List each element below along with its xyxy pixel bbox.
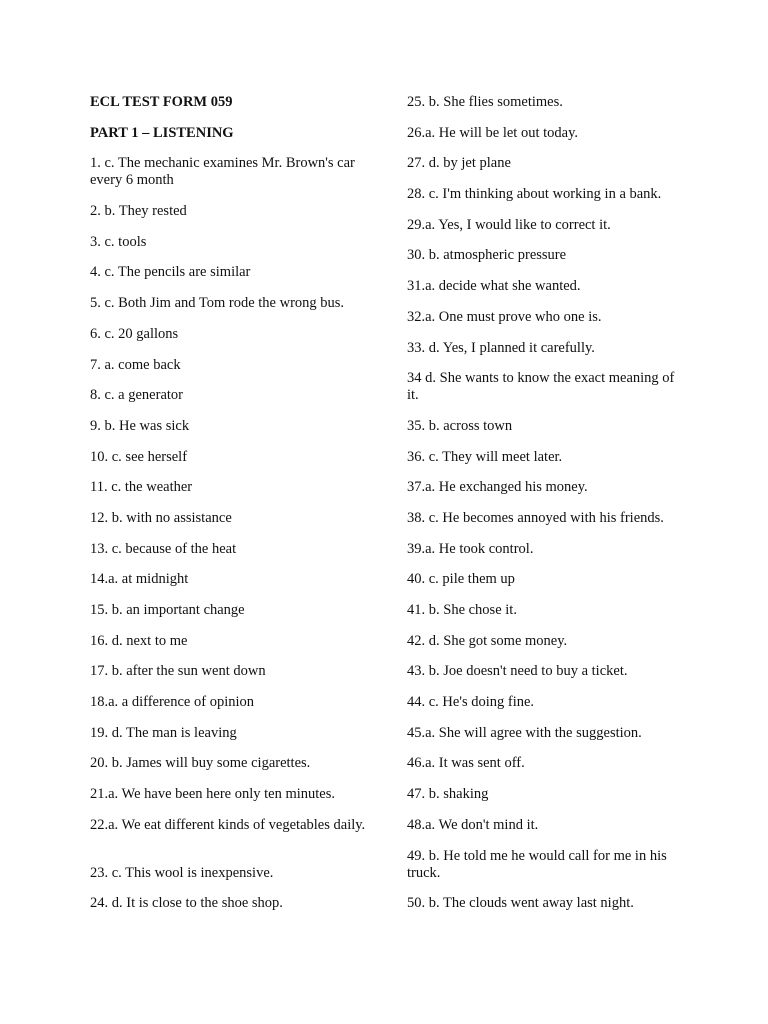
answer-item: 34 d. She wants to know the exact meaning of it. xyxy=(407,370,675,404)
answer-item: 39.a. He took control. xyxy=(407,540,534,557)
answer-item: 4. c. The pencils are similar xyxy=(90,264,251,281)
answer-item: 45.a. She will agree with the suggestion. xyxy=(407,724,642,741)
answer-item: 46.a. It was sent off. xyxy=(407,755,525,772)
answer-item: 20. b. James will buy some cigarettes. xyxy=(90,755,311,772)
answer-item: 18.a. a difference of opinion xyxy=(90,694,255,711)
answer-item: 12. b. with no assistance xyxy=(90,509,232,526)
answer-item: 38. c. He becomes annoyed with his friends. xyxy=(407,509,664,526)
answer-item: 40. c. pile them up xyxy=(407,571,515,588)
left-column xyxy=(90,94,370,926)
answer-item: 28. c. I'm thinking about working in a bank. xyxy=(407,186,662,203)
answer-item: 33. d. Yes, I planned it carefully. xyxy=(407,339,595,356)
answer-item: 13. c. because of the heat xyxy=(90,540,237,557)
answer-item: 47. b. shaking xyxy=(407,786,489,803)
answer-item: 25. b. She flies sometimes. xyxy=(407,94,563,110)
answer-item: 17. b. after the sun went down xyxy=(90,663,266,680)
part-heading: PART 1 – LISTENING xyxy=(90,124,234,141)
answer-item: 14.a. at midnight xyxy=(90,571,189,588)
document-title: ECL TEST FORM 059 xyxy=(90,94,233,110)
answer-item: 49. b. He told me he would call for me in his truck. xyxy=(407,847,667,881)
answer-item: 16. d. next to me xyxy=(90,632,188,649)
answer-item: 32.a. One must prove who one is. xyxy=(407,308,602,325)
answer-item: 37.a. He exchanged his money. xyxy=(407,479,588,496)
answer-item: 31.a. decide what she wanted. xyxy=(407,278,581,295)
answer-item: 7. a. come back xyxy=(90,356,181,373)
answer-item: 23. c. This wool is inexpensive. xyxy=(90,864,274,881)
answer-item: 3. c. tools xyxy=(90,233,147,250)
answer-item: 21.a. We have been here only ten minutes. xyxy=(90,786,335,803)
answer-item: 2. b. They rested xyxy=(90,203,187,220)
right-column xyxy=(407,94,687,926)
answer-item: 22.a. We eat different kinds of vegetables daily. xyxy=(90,816,366,833)
answer-item: 27. d. by jet plane xyxy=(407,155,511,172)
answer-item: 29.a. Yes, I would like to correct it. xyxy=(407,216,611,233)
answer-item: 36. c. They will meet later. xyxy=(407,448,563,465)
answer-item: 24. d. It is close to the shoe shop. xyxy=(90,895,283,912)
answer-item: 11. c. the weather xyxy=(90,479,193,496)
answer-item: 15. b. an important change xyxy=(90,602,245,618)
answer-item: 35. b. across town xyxy=(407,417,513,434)
answer-item: 44. c. He's doing fine. xyxy=(407,694,535,711)
answer-item: 1. c. The mechanic examines Mr. Brown's car every 6 month xyxy=(90,155,355,189)
answer-item: 10. c. see herself xyxy=(90,448,188,465)
answer-item: 50. b. The clouds went away last night. xyxy=(407,895,634,912)
answer-item: 19. d. The man is leaving xyxy=(90,724,237,741)
answer-item: 9. b. He was sick xyxy=(90,417,190,434)
answer-item: 43. b. Joe doesn't need to buy a ticket. xyxy=(407,663,628,680)
answer-item: 5. c. Both Jim and Tom rode the wrong bus. xyxy=(90,295,345,312)
answer-item: 42. d. She got some money. xyxy=(407,632,568,649)
answer-item: 48.a. We don't mind it. xyxy=(407,816,539,833)
answer-item: 26.a. He will be let out today. xyxy=(407,124,579,141)
answer-item: 8. c. a generator xyxy=(90,387,183,404)
answer-item: 41. b. She chose it. xyxy=(407,602,517,618)
answer-item: 30. b. atmospheric pressure xyxy=(407,247,567,264)
answer-item: 6. c. 20 gallons xyxy=(90,325,179,342)
